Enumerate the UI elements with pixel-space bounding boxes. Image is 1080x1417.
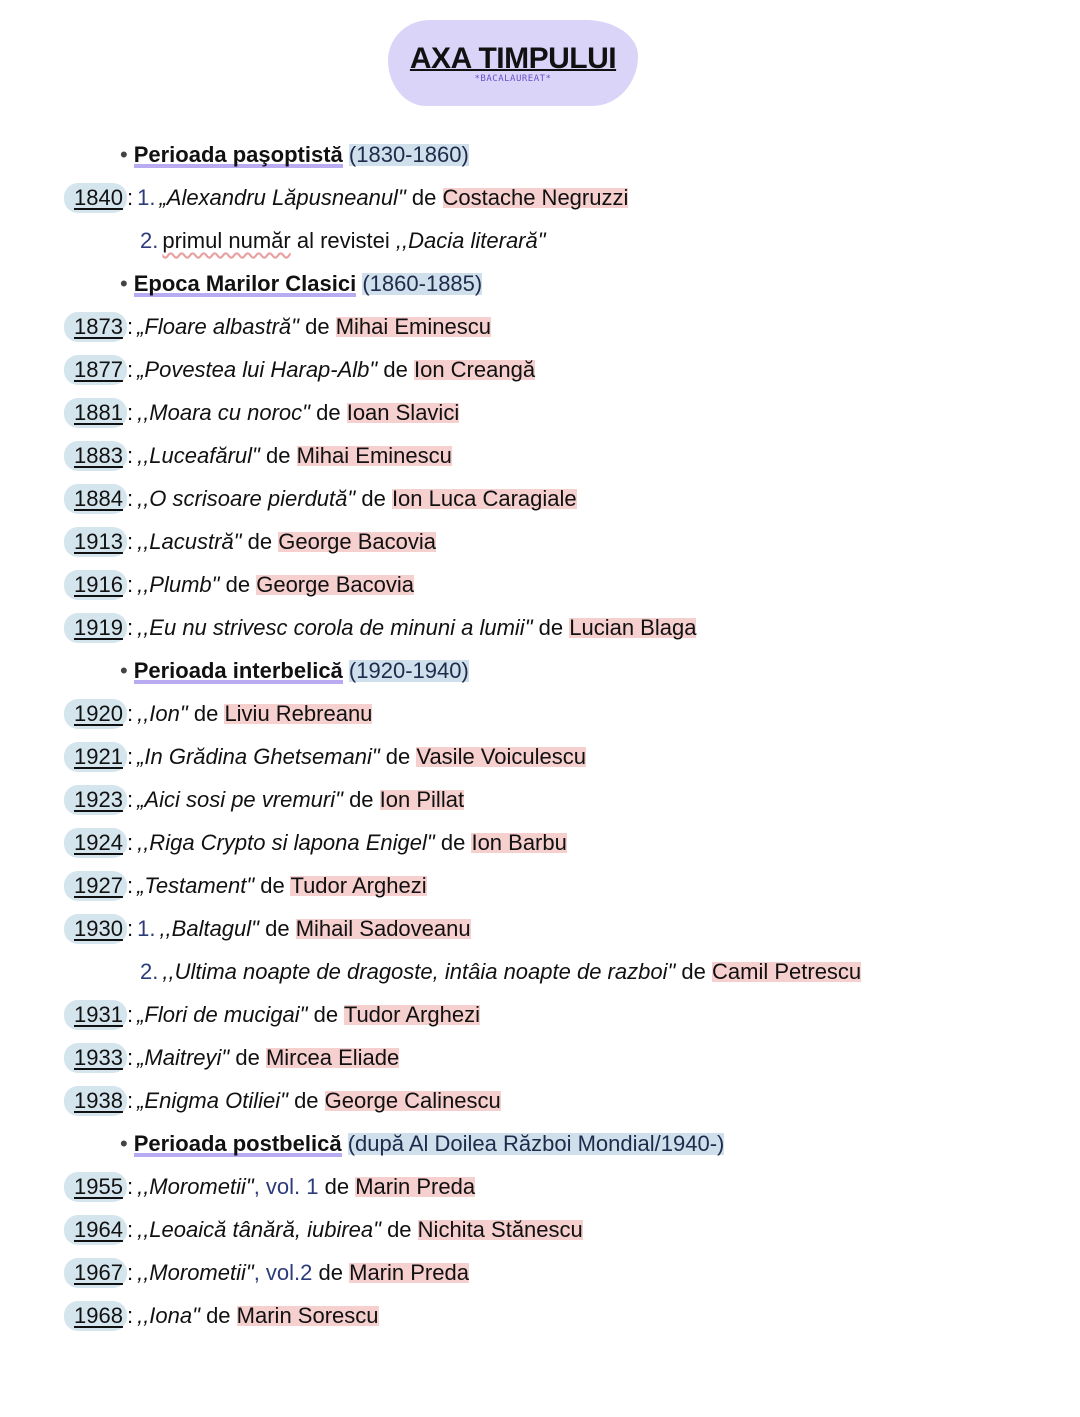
entry-year: 1913 bbox=[64, 527, 127, 557]
work-title: „Testament" bbox=[137, 873, 255, 898]
timeline-entry bbox=[0, 907, 1080, 950]
de-word: de bbox=[313, 1002, 339, 1027]
year-colon: : bbox=[126, 1045, 134, 1070]
bullet-icon: • bbox=[120, 1131, 128, 1156]
work-title: ,,Dacia literară" bbox=[395, 228, 546, 253]
entry-year: 1938 bbox=[64, 1086, 127, 1116]
year-colon: : bbox=[126, 1002, 134, 1027]
page-title: AXA TIMPULUI bbox=[409, 42, 617, 75]
de-word: de bbox=[193, 701, 219, 726]
author-name: Tudor Arghezi bbox=[290, 873, 427, 898]
year-colon: : bbox=[126, 830, 134, 855]
work-title: „Povestea lui Harap-Alb" bbox=[137, 357, 378, 382]
year-colon: : bbox=[126, 701, 134, 726]
period-heading bbox=[0, 262, 1080, 305]
work-title: „Maitreyi" bbox=[137, 1045, 230, 1070]
period-name: Perioada paşoptistă bbox=[133, 142, 343, 167]
period-range: (1830-1860) bbox=[348, 142, 469, 167]
timeline-entry bbox=[0, 1079, 1080, 1122]
author-name: Liviu Rebreanu bbox=[224, 701, 373, 726]
year-colon: : bbox=[126, 1217, 134, 1242]
period-range: (după Al Doilea Război Mondial/1940-) bbox=[347, 1131, 725, 1156]
de-word: de bbox=[387, 1217, 412, 1242]
year-colon: : bbox=[126, 400, 134, 425]
work-title: ,,Plumb" bbox=[137, 572, 220, 597]
timeline-entry bbox=[0, 1294, 1080, 1337]
year-colon: : bbox=[126, 314, 134, 339]
year-colon: : bbox=[126, 615, 134, 640]
entry-year: 1927 bbox=[64, 871, 127, 901]
de-word: de bbox=[411, 185, 437, 210]
entry-year: 1964 bbox=[64, 1215, 127, 1245]
de-word: de bbox=[361, 486, 386, 511]
de-word: de bbox=[265, 443, 291, 468]
year-colon: : bbox=[126, 744, 134, 769]
timeline-entry bbox=[0, 864, 1080, 907]
entry-year: 1967 bbox=[64, 1258, 127, 1288]
entry-year: 1884 bbox=[64, 484, 127, 514]
de-word: de bbox=[316, 400, 341, 425]
entry-number: 1. bbox=[137, 185, 156, 210]
period-name: Perioada postbelică bbox=[133, 1131, 342, 1156]
work-title: ,,Eu nu strivesc corola de minuni a lumii" bbox=[137, 615, 533, 640]
author-name: Ioan Slavici bbox=[346, 400, 460, 425]
entry-year: 1968 bbox=[64, 1301, 127, 1331]
de-word: de bbox=[383, 357, 408, 382]
entry-year: 1920 bbox=[64, 699, 127, 729]
entry-number: 2. bbox=[140, 228, 159, 253]
timeline-entry bbox=[0, 1036, 1080, 1079]
de-word: de bbox=[324, 1174, 350, 1199]
timeline-subentry bbox=[0, 219, 1080, 262]
entry-number: 2. bbox=[140, 959, 159, 984]
timeline-entry bbox=[0, 1208, 1080, 1251]
work-title: ,,Lacustră" bbox=[137, 529, 242, 554]
period-heading bbox=[0, 649, 1080, 692]
author-name: Vasile Voiculescu bbox=[416, 744, 586, 769]
year-colon: : bbox=[126, 529, 134, 554]
author-name: George Bacovia bbox=[256, 572, 414, 597]
de-word: de bbox=[225, 572, 251, 597]
author-name: Ion Barbu bbox=[471, 830, 567, 855]
period-range: (1920-1940) bbox=[348, 658, 469, 683]
timeline-entry bbox=[0, 176, 1080, 219]
volume-label: , vol.2 bbox=[253, 1260, 313, 1285]
de-word: de bbox=[294, 1088, 319, 1113]
de-word: de bbox=[681, 959, 706, 984]
author-name: Nichita Stănescu bbox=[417, 1217, 583, 1242]
de-word: de bbox=[318, 1260, 343, 1285]
timeline-entry bbox=[0, 735, 1080, 778]
title-block bbox=[388, 20, 638, 110]
subentry-text: al revistei bbox=[296, 228, 390, 253]
entry-year: 1919 bbox=[64, 613, 127, 643]
year-colon: : bbox=[126, 1088, 134, 1113]
year-colon: : bbox=[126, 1303, 134, 1328]
timeline-subentry bbox=[0, 950, 1080, 993]
de-word: de bbox=[235, 1045, 260, 1070]
de-word: de bbox=[440, 830, 466, 855]
period-range: (1860-1885) bbox=[362, 271, 483, 296]
year-colon: : bbox=[126, 916, 134, 941]
subentry-text: primul număr bbox=[162, 228, 291, 253]
author-name: Marin Preda bbox=[349, 1260, 469, 1285]
author-name: Mihai Eminescu bbox=[335, 314, 491, 339]
timeline-entry bbox=[0, 1251, 1080, 1294]
year-colon: : bbox=[126, 185, 134, 210]
timeline-entry bbox=[0, 477, 1080, 520]
period-name: Perioada interbelică bbox=[133, 658, 343, 683]
de-word: de bbox=[206, 1303, 231, 1328]
de-word: de bbox=[538, 615, 564, 640]
timeline-entry bbox=[0, 606, 1080, 649]
volume-label: , vol. 1 bbox=[253, 1174, 319, 1199]
work-title: ,,Moara cu noroc" bbox=[137, 400, 310, 425]
work-title: ,,Morometii" bbox=[137, 1260, 254, 1285]
year-colon: : bbox=[126, 1174, 134, 1199]
work-title: ,,Leoaică tânără, iubirea" bbox=[137, 1217, 381, 1242]
entry-year: 1873 bbox=[64, 312, 127, 342]
author-name: Tudor Arghezi bbox=[343, 1002, 480, 1027]
timeline-entry bbox=[0, 692, 1080, 735]
work-title: „Alexandru Lăpusneanul" bbox=[159, 185, 406, 210]
work-title: „Aici sosi pe vremuri" bbox=[137, 787, 343, 812]
work-title: ,,Iona" bbox=[137, 1303, 200, 1328]
work-title: ,,Morometii" bbox=[137, 1174, 254, 1199]
bullet-icon: • bbox=[120, 658, 128, 683]
work-title: „In Grădina Ghetsemani" bbox=[137, 744, 380, 769]
timeline-entry bbox=[0, 434, 1080, 477]
entry-year: 1924 bbox=[64, 828, 127, 858]
author-name: Mihai Eminescu bbox=[296, 443, 452, 468]
bullet-icon: • bbox=[120, 271, 128, 296]
work-title: „Floare albastră" bbox=[137, 314, 299, 339]
timeline-entry bbox=[0, 305, 1080, 348]
year-colon: : bbox=[126, 787, 134, 812]
de-word: de bbox=[260, 873, 285, 898]
entry-number: 1. bbox=[137, 916, 156, 941]
year-colon: : bbox=[126, 1260, 134, 1285]
timeline bbox=[0, 133, 1080, 1337]
work-title: ,,Riga Crypto si lapona Enigel" bbox=[137, 830, 435, 855]
entry-year: 1923 bbox=[64, 785, 127, 815]
de-word: de bbox=[385, 744, 411, 769]
year-colon: : bbox=[126, 873, 134, 898]
period-heading bbox=[0, 133, 1080, 176]
work-title: „Enigma Otiliei" bbox=[137, 1088, 288, 1113]
timeline-entry bbox=[0, 348, 1080, 391]
year-colon: : bbox=[126, 486, 134, 511]
author-name: Ion Luca Caragiale bbox=[391, 486, 577, 511]
timeline-entry bbox=[0, 821, 1080, 864]
entry-year: 1883 bbox=[64, 441, 127, 471]
year-colon: : bbox=[126, 572, 134, 597]
entry-year: 1840 bbox=[64, 183, 127, 213]
de-word: de bbox=[265, 916, 290, 941]
entry-year: 1881 bbox=[64, 398, 127, 428]
entry-year: 1877 bbox=[64, 355, 127, 385]
work-title: ,,Luceafărul" bbox=[137, 443, 260, 468]
page-subtitle: *BACALAUREAT* bbox=[474, 74, 552, 84]
author-name: Marin Preda bbox=[355, 1174, 476, 1199]
timeline-entry bbox=[0, 563, 1080, 606]
entry-year: 1921 bbox=[64, 742, 127, 772]
year-colon: : bbox=[126, 443, 134, 468]
author-name: Mihail Sadoveanu bbox=[295, 916, 471, 941]
work-title: ,,Ion" bbox=[137, 701, 188, 726]
work-title: ,,Ultima noapte de dragoste, intâia noapte de razboi" bbox=[162, 959, 676, 984]
de-word: de bbox=[305, 314, 330, 339]
period-heading bbox=[0, 1122, 1080, 1165]
timeline-entry bbox=[0, 1165, 1080, 1208]
author-name: George Bacovia bbox=[278, 529, 436, 554]
author-name: Mircea Eliade bbox=[265, 1045, 400, 1070]
entry-year: 1931 bbox=[64, 1000, 127, 1030]
author-name: Camil Petrescu bbox=[712, 959, 862, 984]
entry-year: 1916 bbox=[64, 570, 127, 600]
year-colon: : bbox=[126, 357, 134, 382]
author-name: Ion Pillat bbox=[379, 787, 465, 812]
author-name: Lucian Blaga bbox=[569, 615, 697, 640]
author-name: Marin Sorescu bbox=[236, 1303, 379, 1328]
work-title: ,,O scrisoare pierdută" bbox=[137, 486, 356, 511]
author-name: Ion Creangă bbox=[413, 357, 536, 382]
work-title: „Flori de mucigai" bbox=[137, 1002, 308, 1027]
timeline-entry bbox=[0, 520, 1080, 563]
author-name: Costache Negruzzi bbox=[442, 185, 629, 210]
author-name: George Calinescu bbox=[324, 1088, 501, 1113]
entry-year: 1933 bbox=[64, 1043, 127, 1073]
bullet-icon: • bbox=[120, 142, 128, 167]
timeline-entry bbox=[0, 778, 1080, 821]
entry-year: 1955 bbox=[64, 1172, 127, 1202]
period-name: Epoca Marilor Clasici bbox=[133, 271, 357, 296]
entry-year: 1930 bbox=[64, 914, 127, 944]
de-word: de bbox=[247, 529, 273, 554]
de-word: de bbox=[349, 787, 374, 812]
timeline-entry bbox=[0, 391, 1080, 434]
work-title: ,,Baltagul" bbox=[159, 916, 259, 941]
timeline-entry bbox=[0, 993, 1080, 1036]
